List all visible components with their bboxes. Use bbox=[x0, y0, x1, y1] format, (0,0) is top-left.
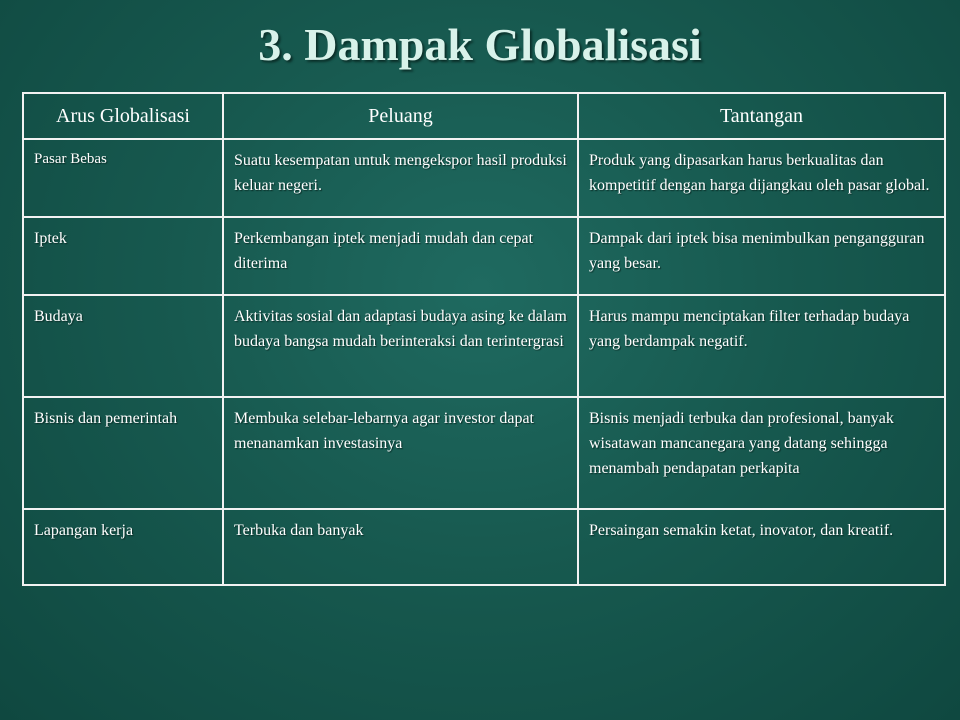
table-row bbox=[23, 139, 945, 217]
table-row bbox=[23, 217, 945, 295]
header-arus-globalisasi: Arus Globalisasi bbox=[23, 93, 223, 139]
cell-peluang: Terbuka dan banyak bbox=[223, 509, 578, 585]
cell-tantangan: Produk yang dipasarkan harus berkualitas dan kompetitif dengan harga dijangkau oleh pasar global. bbox=[578, 139, 945, 217]
header-tantangan: Tantangan bbox=[578, 93, 945, 139]
cell-arus: Iptek bbox=[23, 217, 223, 295]
cell-peluang: Aktivitas sosial dan adaptasi budaya asing ke dalam budaya bangsa mudah berinteraksi dan terintergrasi bbox=[223, 295, 578, 397]
cell-arus: Lapangan kerja bbox=[23, 509, 223, 585]
cell-peluang: Suatu kesempatan untuk mengekspor hasil produksi keluar negeri. bbox=[223, 139, 578, 217]
table-row bbox=[23, 509, 945, 585]
cell-tantangan: Harus mampu menciptakan filter terhadap budaya yang berdampak negatif. bbox=[578, 295, 945, 397]
header-peluang: Peluang bbox=[223, 93, 578, 139]
table-header-row bbox=[23, 93, 945, 139]
cell-tantangan: Persaingan semakin ketat, inovator, dan kreatif. bbox=[578, 509, 945, 585]
cell-tantangan: Dampak dari iptek bisa menimbulkan pengangguran yang besar. bbox=[578, 217, 945, 295]
cell-arus: Pasar Bebas bbox=[23, 139, 223, 217]
slide-title: 3. Dampak Globalisasi bbox=[258, 19, 702, 70]
dampak-globalisasi-table bbox=[22, 92, 946, 586]
cell-peluang: Membuka selebar-lebarnya agar investor dapat menanamkan investasinya bbox=[223, 397, 578, 509]
cell-peluang: Perkembangan iptek menjadi mudah dan cepat diterima bbox=[223, 217, 578, 295]
table-row bbox=[23, 295, 945, 397]
cell-arus: Budaya bbox=[23, 295, 223, 397]
cell-arus: Bisnis dan pemerintah bbox=[23, 397, 223, 509]
cell-tantangan: Bisnis menjadi terbuka dan profesional, banyak wisatawan mancanegara yang datang sehingga menambah pendapatan perkapita bbox=[578, 397, 945, 509]
table-row bbox=[23, 397, 945, 509]
